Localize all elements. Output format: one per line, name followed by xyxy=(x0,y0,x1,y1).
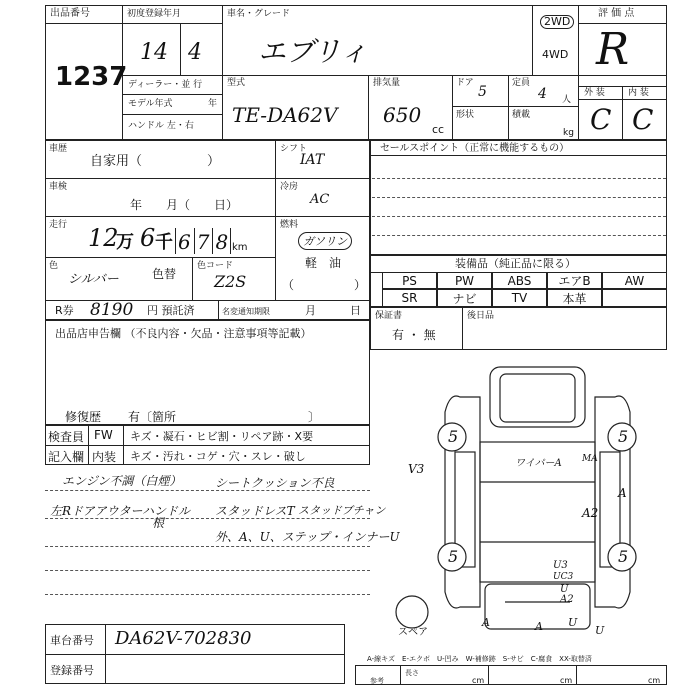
doors-label: ドア xyxy=(456,78,474,88)
color-code-label: 色コード xyxy=(197,261,234,271)
mark-u-corner: U xyxy=(595,624,605,637)
displacement-value: 650 xyxy=(383,103,422,127)
inspection-row2-items: キズ・汚れ・コゲ・穴・スレ・破し xyxy=(130,450,306,463)
handle-label: ハンドル 左・右 xyxy=(128,121,194,131)
note-line3: 外、A、U、ステップ・インナーU xyxy=(215,530,400,544)
cm-unit-1: cm xyxy=(472,676,485,685)
reg-month: 4 xyxy=(188,40,202,65)
drive-4wd[interactable]: 4WD xyxy=(542,48,569,61)
fill-label: 記入欄 xyxy=(48,450,85,464)
equip-navi[interactable]: ナビ xyxy=(437,289,492,307)
tire-value-rr: 5 xyxy=(618,427,629,446)
note-line2b: スタッドレスT xyxy=(215,504,295,518)
note-line1a: エンジン不調（白煙） xyxy=(62,474,182,488)
first-reg-label: 初度登録年月 xyxy=(127,9,182,19)
shape-label: 形状 xyxy=(456,110,475,120)
rating-value: R xyxy=(596,24,630,75)
mark-a-bumper1: A xyxy=(482,616,490,629)
color-label: 色 xyxy=(49,261,59,271)
note-line1b: シートクッション不良 xyxy=(215,476,335,490)
mark-u3: U3 xyxy=(553,560,568,571)
inspection-tag-fw: FW xyxy=(94,428,113,442)
header-frame xyxy=(45,5,667,140)
shift-label: シフト xyxy=(280,144,308,154)
model-year-label: モデル年式 xyxy=(128,99,173,109)
fuel-label: 燃料 xyxy=(280,220,299,230)
ac-value: AC xyxy=(310,192,330,207)
shaken-value: 年 月（ 日） xyxy=(130,198,239,212)
equip-leather[interactable]: 本革 xyxy=(547,289,602,307)
note-line2c: 根 xyxy=(152,516,165,530)
chassis-label: 車台番号 xyxy=(50,634,94,647)
chassis-value: DA62V-702830 xyxy=(115,628,252,649)
inspection-tag-interior: 内装 xyxy=(92,450,117,464)
sales-point-label: セールスポイント（正常に機能するもの） xyxy=(380,143,570,154)
lot-number: 1237 xyxy=(55,62,128,92)
damage-legend: A-線キズ E-エクボ U-凹み W-補修跡 S-サビ C-腐食 XX-取替済 xyxy=(367,655,592,663)
interior-label: 内 装 xyxy=(628,88,649,98)
exterior-grade: C xyxy=(590,103,612,136)
spare-label: スペア xyxy=(398,627,428,638)
measure-frame xyxy=(355,665,667,685)
equip-abs[interactable]: ABS xyxy=(492,272,547,289)
roof-outline xyxy=(490,367,585,427)
recycle-label: R券 xyxy=(55,304,74,317)
capacity-unit: 人 xyxy=(562,95,572,105)
inspector-label: 検査員 xyxy=(48,430,85,444)
name-grade-label: 車名・グレード xyxy=(227,9,291,19)
equip-blank xyxy=(602,289,667,307)
cm-unit-3: cm xyxy=(648,676,661,685)
capacity-value: 4 xyxy=(538,86,547,102)
man-unit: 万 xyxy=(116,232,134,253)
rear-seat-label: 後日品 xyxy=(467,311,495,321)
repair-label: 修復歴 xyxy=(65,410,102,424)
recycle-value: 8190 xyxy=(90,300,134,320)
fuel-paren: （ ） xyxy=(282,278,367,292)
note-line2d: スタッドブチャン xyxy=(298,504,386,517)
inspection-row1-items: キズ・凝石・ヒビ割・リペア跡・X要 xyxy=(130,430,314,443)
measure-label2: 参考 xyxy=(370,677,384,685)
tire-value-rl: 5 xyxy=(448,427,459,446)
mark-a2-front: A2 xyxy=(560,594,574,605)
mark-a-bumper2: A xyxy=(535,620,543,633)
history-label: 車歴 xyxy=(49,144,68,154)
car-name: エブリィ xyxy=(258,35,368,68)
car-diagram xyxy=(390,352,680,642)
equip-ps[interactable]: PS xyxy=(382,272,437,289)
cc-unit: cc xyxy=(432,123,445,136)
reg-number-label: 登録番号 xyxy=(50,664,94,677)
warranty-label: 保証書 xyxy=(375,311,403,321)
notice-month: 月 xyxy=(305,304,316,317)
lot-label: 出品番号 xyxy=(50,8,90,19)
type-label: 型式 xyxy=(227,78,246,88)
mark-uc3: UC3 xyxy=(553,572,574,582)
measure-label: 長さ xyxy=(405,669,419,677)
drive-2wd[interactable]: 2WD xyxy=(540,15,574,29)
history-value: 自家用（ ） xyxy=(90,154,221,169)
dealer-label: ディーラー・並 行 xyxy=(128,80,203,90)
equipment-title: 装備品（純正品に限る） xyxy=(455,257,576,270)
displacement-label: 排気量 xyxy=(373,78,401,88)
fuel-gasoline[interactable]: ガソリン xyxy=(298,232,352,250)
mileage-rest: 678 xyxy=(178,230,235,254)
mark-wiper: ワイパーA xyxy=(515,458,562,469)
ac-label: 冷房 xyxy=(280,182,299,192)
color-value: シルバー xyxy=(68,272,119,287)
note-line2a: 左Rドアアウターハンドル xyxy=(50,504,190,518)
equip-aw[interactable]: AW xyxy=(602,272,667,289)
mileage-label: 走行 xyxy=(49,220,68,230)
recycle-unit: 円 預託済 xyxy=(147,304,195,317)
exterior-label: 外 装 xyxy=(584,88,605,98)
mark-u-bumper: U xyxy=(568,616,578,629)
mark-a-side: A xyxy=(618,486,627,500)
notice-day: 日 xyxy=(350,304,361,317)
tire-value-fr: 5 xyxy=(618,547,629,566)
fuel-diesel[interactable]: 軽 油 xyxy=(305,256,342,270)
spare-tire xyxy=(396,596,428,628)
declaration-title: 出品店申告欄 （不良内容・欠品・注意事項等記載） xyxy=(55,327,312,340)
shaken-label: 車検 xyxy=(49,182,68,192)
kg-unit: kg xyxy=(563,128,574,138)
rating-label: 評 価 点 xyxy=(598,8,635,19)
cm-unit-2: cm xyxy=(560,676,573,685)
notice-label: 名変通知期限 xyxy=(222,307,270,316)
mark-a2-right: A2 xyxy=(582,506,599,520)
doors-value: 5 xyxy=(478,84,487,100)
reg-year: 14 xyxy=(140,40,168,65)
sen-unit: 千 xyxy=(155,232,173,253)
load-label: 積載 xyxy=(512,110,531,120)
repair-value: 有〔箇所 〕 xyxy=(128,410,321,424)
equip-airbag[interactable]: エアB xyxy=(547,272,602,289)
shift-value: IAT xyxy=(300,152,325,168)
equip-tv[interactable]: TV xyxy=(492,289,547,307)
model-code: TE-DA62V xyxy=(232,103,338,127)
mileage-man: 12 xyxy=(88,224,119,252)
tire-value-fl: 5 xyxy=(448,547,459,566)
km-unit: km xyxy=(232,242,248,253)
color-change-label: 色替 xyxy=(152,267,177,281)
warranty-value[interactable]: 有 ・ 無 xyxy=(392,328,436,342)
mark-ma: MA xyxy=(582,454,598,464)
mark-v3: V3 xyxy=(408,462,425,476)
equip-sr[interactable]: SR xyxy=(382,289,437,307)
model-year-unit: 年 xyxy=(208,99,218,109)
equip-pw[interactable]: PW xyxy=(437,272,492,289)
interior-grade: C xyxy=(632,103,654,136)
mark-u-front: U xyxy=(560,584,569,595)
color-code: Z2S xyxy=(214,272,247,291)
mileage-sen: 6 xyxy=(140,224,156,252)
capacity-label: 定員 xyxy=(512,78,531,88)
